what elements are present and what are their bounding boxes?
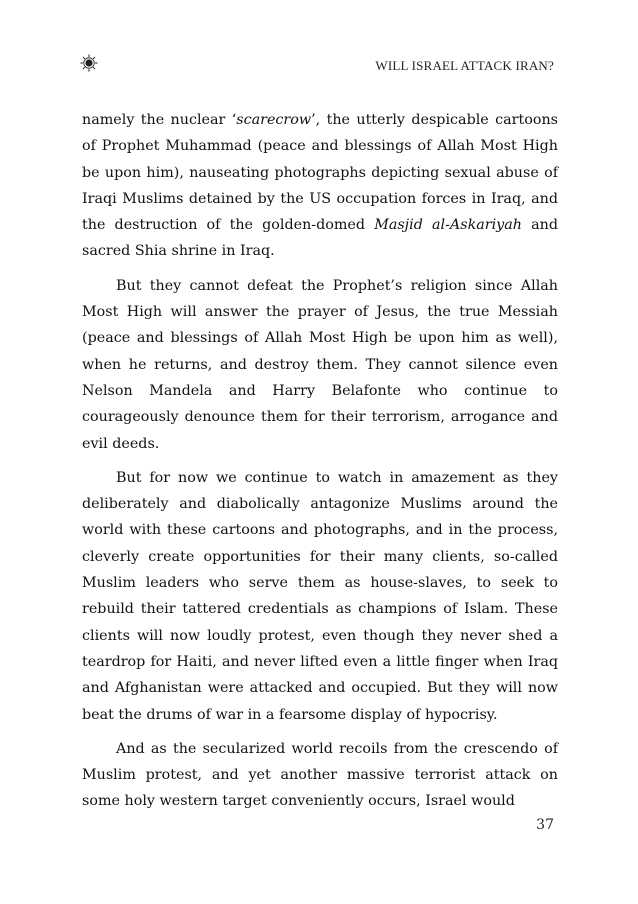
text-run: But for now we continue to watch in amazement as they deliberately and diabolically antagonize Muslims around the world with these cartoons and photographs, and in the process, cleverly create opportunities for their many clients, so-called Muslim leaders who serve them as house-slaves, to seek to rebuild their tattered credentials as champions of Islam. These clients will now loudly protest, even though they never shed a teardrop for Haiti, and never lifted even a little finger when Iraq and Afghanistan were attacked and occupied. But they will now beat the drums of war in a fearsome display of hypocrisy. xyxy=(82,469,558,723)
paragraph xyxy=(82,465,558,728)
paragraph xyxy=(82,736,558,815)
body-text xyxy=(82,107,558,815)
text-run: namely the nuclear ‘ xyxy=(82,112,237,128)
page-number: 37 xyxy=(536,817,554,833)
italic-run-masjid: Masjid al-Askariyah xyxy=(374,217,522,234)
paragraph xyxy=(82,273,558,457)
text-run: and sacred Shia shrine in Iraq. xyxy=(82,217,558,260)
running-head-title: WILL ISRAEL ATTACK IRAN? xyxy=(375,58,554,73)
italic-run-scarecrow: scarecrow xyxy=(236,112,312,128)
sun-ornament-icon xyxy=(80,54,98,72)
text-run: And as the secularized world recoils from the crescendo of Muslim protest, and yet another massive terrorist attack on some holy western target conveniently occurs, Israel would xyxy=(82,740,558,810)
paragraph xyxy=(82,107,558,265)
text-run: But they cannot defeat the Prophet’s religion since Allah Most High will answer the prayer of Jesus, the true Messiah (peace and blessings of Allah Most High be upon him as well), when he returns, and destroy them. They cannot silence even Nelson Mandela and Harry Belafonte who continue to courageously denounce them for their terrorism, arrogance and evil deeds. xyxy=(82,277,558,452)
text-run: ’, the utterly despicable cartoons of Prophet Muhammad (peace and blessings of Allah Most High be upon him), nauseating photographs depicting sexual abuse of Iraqi Muslims detained by the US occupation forces in Iraq, and the destruction of the golden-domed xyxy=(82,112,558,234)
